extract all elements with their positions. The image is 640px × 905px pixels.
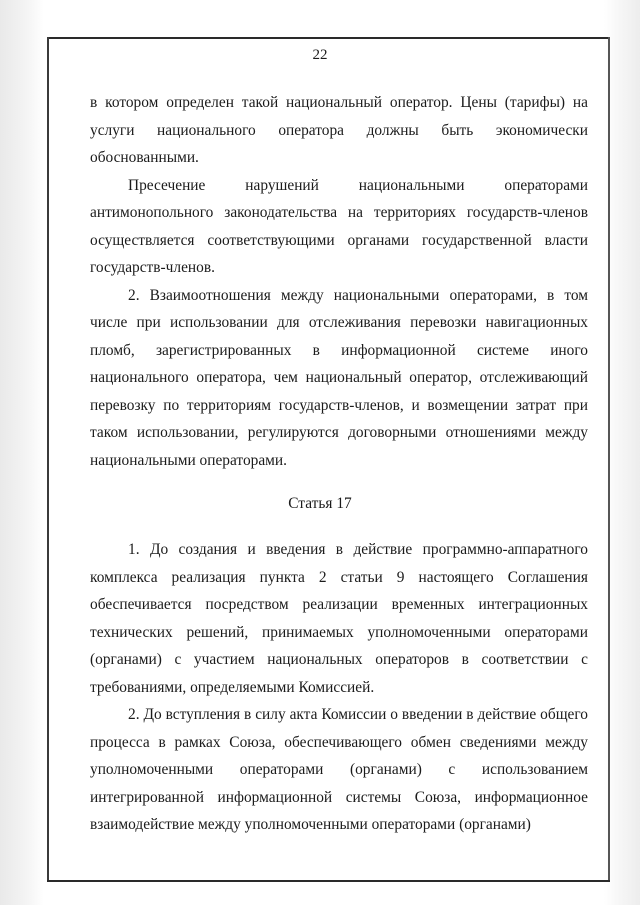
page-frame-top bbox=[47, 37, 610, 39]
page-number: 22 bbox=[312, 47, 328, 63]
article-paragraph-1: 1. До создания и введения в действие программно-аппаратного комплекса реализация пункта 2 статьи 9 настоящего Соглашения обеспечивается посредством реализации временных интеграционных технических решений, принимаемых уполномоченными операторами (органами) с участием национальных операторов в соответствии с требованиями, определяемыми Комиссией. bbox=[90, 541, 588, 696]
paragraph-antimonopoly: Пресечение нарушений национальными операторами антимонопольного законодательства на территориях государств-членов осуществляется соответствующими органами государственной власти государств-членов. bbox=[90, 176, 588, 276]
paragraph-tariffs: в котором определен такой национальный оператор. Цены (тарифы) на услуги национального оператора должны быть экономически обоснованными. bbox=[90, 94, 588, 166]
article-heading: Статья 17 bbox=[288, 495, 352, 512]
page-frame-left bbox=[47, 37, 49, 882]
page-frame-bottom bbox=[47, 880, 610, 882]
page-frame-right bbox=[608, 37, 610, 882]
scan-shadow-left bbox=[0, 0, 44, 905]
article-body bbox=[90, 536, 588, 839]
paragraph-relations: 2. Взаимоотношения между национальными операторами, в том числе при использовании для отслеживания перевозки навигационных пломб, зарегистрированных в информационной системе иного национального оператора, чем национальный оператор, отслеживающий перевозку по территориям государств-членов, и возмещении затрат при таком использовании, регулируются договорными отношениями между национальными операторами. bbox=[90, 286, 588, 469]
article-paragraph-2: 2. До вступления в силу акта Комиссии о введении в действие общего процесса в рамках Союза, обеспечивающего обмен сведениями между уполномоченными операторами (органами) с использованием интегрированной информационной системы Союза, информационное взаимодействие между уполномоченными операторами (органами) bbox=[90, 706, 588, 833]
section-continuation bbox=[90, 89, 588, 474]
